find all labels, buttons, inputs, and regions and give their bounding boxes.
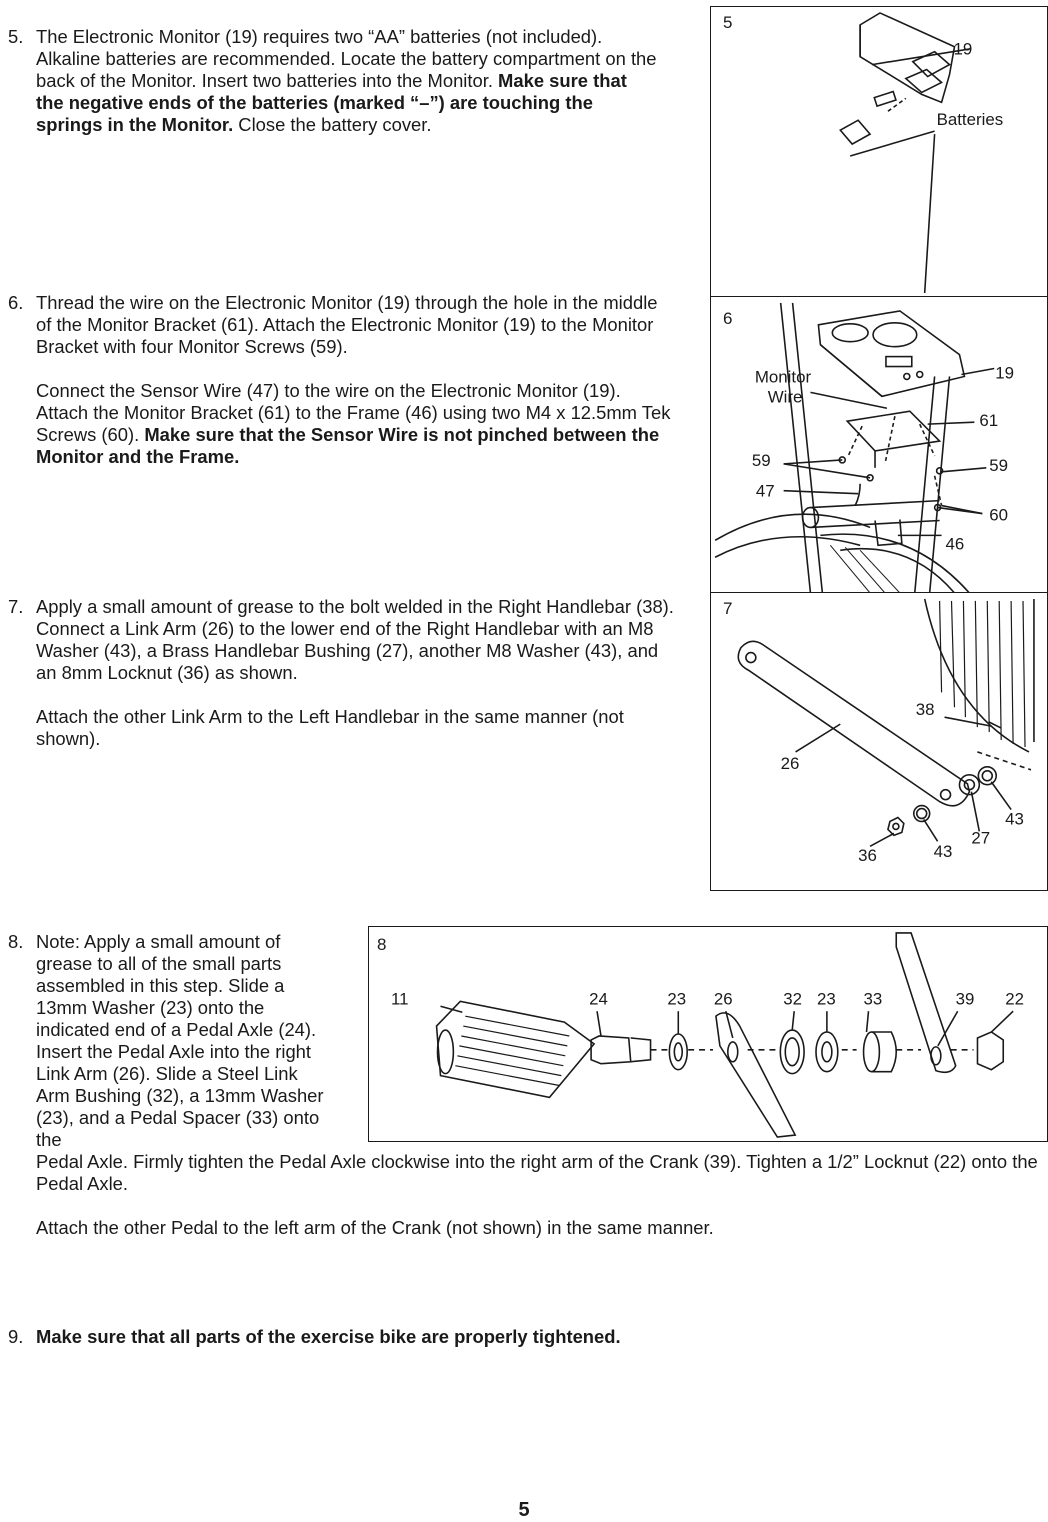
step-5-warning: Make sure that the negative ends of the batteries (marked “–”) are touching the springs in the Monitor.: [36, 70, 627, 135]
page-number: 5: [518, 1499, 530, 1521]
figure-8: [368, 926, 1048, 1142]
figure-number: 5: [723, 13, 733, 32]
callout-43-right: 43: [1005, 809, 1024, 829]
step-5: [8, 26, 658, 136]
figure-number: 7: [723, 599, 733, 618]
step-number: 9.: [8, 1326, 24, 1347]
callout-61: 61: [979, 411, 999, 431]
step-7-paragraph-1: Apply a small amount of grease to the bolt welded in the Right Handlebar (38). Connect a Link Arm (26) to the lower end of the Right Handlebar with an M8 Washer (43), a Brass Handlebar Bushing (27), another M8 Washer (43), and an 8mm Locknut (36) as shown.: [36, 596, 674, 683]
callout-wire: Wire: [767, 387, 803, 407]
callout-36: 36: [858, 846, 877, 866]
step-5-text-end: Close the battery cover.: [233, 114, 432, 135]
callout-batteries: Batteries: [936, 110, 1004, 130]
step-number: 6.: [8, 292, 24, 313]
callout-39: 39: [955, 989, 975, 1009]
figure-6: [710, 296, 1048, 594]
figure-7: [710, 592, 1048, 891]
callout-19: 19: [953, 39, 973, 59]
callout-59-right: 59: [989, 455, 1009, 475]
step-7: [8, 596, 674, 750]
figure-5: [710, 6, 1048, 298]
step-number: 7.: [8, 596, 24, 617]
figure-number: 8: [377, 935, 387, 954]
callout-43-left: 43: [933, 842, 953, 862]
callout-26: 26: [713, 989, 733, 1009]
step-8-paragraph-1a: Note: Apply a small amount of grease to all of the small parts assembled in this step. Slide a 13mm Washer (23) onto the indicated end of a Pedal Axle (24). Insert the Pedal Axle into the right Link Arm (26). Slide a Steel Link Arm Bushing (32), a 13mm Washer (23), and a Pedal Spacer (33) onto the: [36, 931, 324, 1150]
callout-33: 33: [863, 989, 883, 1009]
callout-60: 60: [989, 505, 1009, 525]
step-9-warning: Make sure that all parts of the exercise bike are properly tightened.: [36, 1326, 621, 1347]
step-number: 8.: [8, 931, 24, 952]
callout-monitor: Monitor: [754, 367, 812, 387]
callout-23-right: 23: [816, 989, 836, 1009]
step-7-paragraph-2: Attach the other Link Arm to the Left Handlebar in the same manner (not shown).: [36, 706, 624, 749]
figure-number: 6: [723, 309, 733, 328]
step-6-paragraph-2: Connect the Sensor Wire (47) to the wire on the Electronic Monitor (19). Attach the Monitor Bracket (61) to the Frame (46) using two M4 x 12.5mm Tek Screws (60).: [36, 380, 671, 445]
callout-59-left: 59: [751, 450, 771, 470]
step-9: [8, 1326, 1038, 1348]
step-number: 5.: [8, 26, 24, 47]
callout-47: 47: [755, 481, 775, 501]
callout-46: 46: [945, 534, 965, 554]
callout-11: 11: [390, 989, 409, 1009]
pedal-assembly-illustration: [369, 927, 1047, 1141]
callout-24: 24: [589, 989, 608, 1009]
step-6-warning: Make sure that the Sensor Wire is not pinched between the Monitor and the Frame.: [36, 424, 660, 467]
callout-19: 19: [995, 363, 1014, 383]
callout-22: 22: [1005, 989, 1024, 1009]
link-arm-illustration: [711, 593, 1047, 890]
callout-23-left: 23: [667, 989, 687, 1009]
battery-illustration: [711, 7, 1047, 297]
step-8-paragraph-1b: Pedal Axle. Firmly tighten the Pedal Axle clockwise into the right arm of the Crank (39). Tighten a 1/2” Locknut (22) onto the Pedal Axle.: [36, 1151, 1038, 1194]
callout-26: 26: [780, 753, 800, 773]
step-6: [8, 292, 674, 468]
callout-27: 27: [971, 828, 991, 848]
callout-38: 38: [915, 700, 935, 720]
step-5-text: The Electronic Monitor (19) requires two “AA” batteries (not included). Alkaline batteries are recommended. Locate the battery compartment on the back of the Monitor. Insert two batteries into the Monitor.: [36, 26, 657, 91]
callout-32: 32: [783, 989, 803, 1009]
monitor-illustration: [711, 297, 1047, 593]
step-8-paragraph-2: Attach the other Pedal to the left arm of the Crank (not shown) in the same manner.: [36, 1217, 714, 1238]
step-6-paragraph-1: Thread the wire on the Electronic Monitor (19) through the hole in the middle of the Monitor Bracket (61). Attach the Electronic Monitor (19) to the Monitor Bracket with four Monitor Screws (59).: [36, 292, 658, 357]
